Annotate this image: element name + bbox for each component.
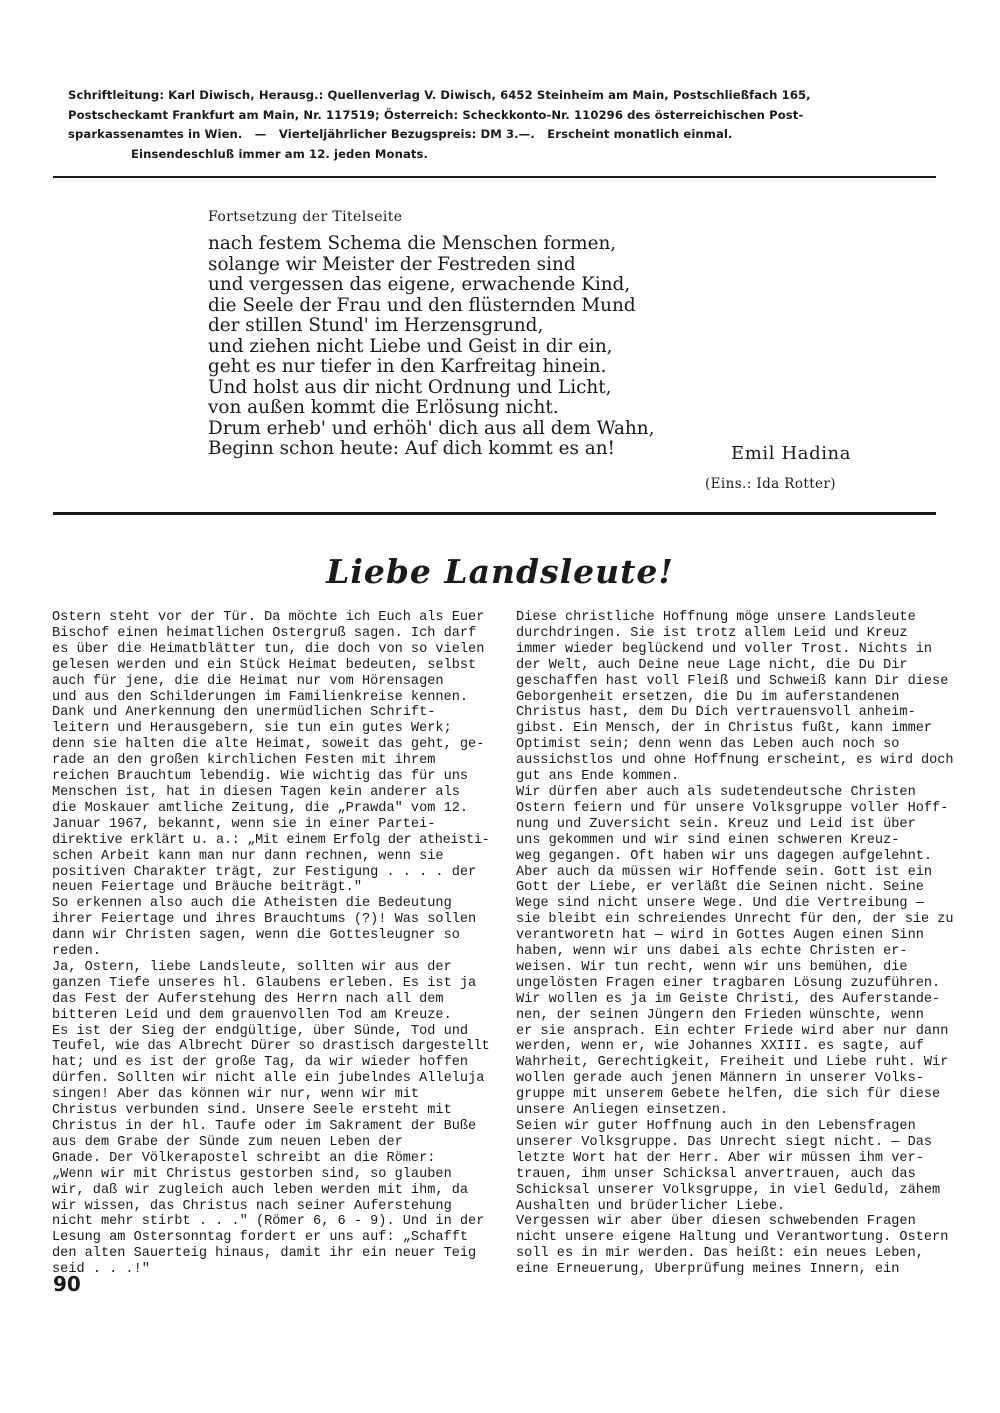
article-line: das Fest der Auferstehung des Herrn nach all dem [52,991,444,1007]
article-line: nicht mehr stirbt . . ." (Römer 6, 6 - 9). Und in der [52,1214,485,1230]
article-right-column [516,610,954,1278]
poem-verse: solange wir Meister der Festreden sind [208,253,576,275]
article-line: eine Erneuerung, Überprüfung meines Innern, ein [516,1262,900,1278]
article-line: unsere Anliegen einsetzen. [516,1103,729,1119]
article-line: schen Arbeit kann man nur dann rechnen, wenn sie [52,848,444,864]
article-line: und aus den Schilderungen im Familienkreise kennen. [52,689,469,705]
article-line: werden, wenn er, wie Johannes XXIII. es sagte, auf [516,1039,924,1055]
article-line: wollen gerade auch jenen Männern in unserer Volks- [516,1071,924,1087]
article-line: geschaffen hast voll Fleiß und Schweiß kann Dir diese [516,673,949,689]
article-line: neuen Feiertage und Bräuche beiträgt." [52,880,362,896]
poem-verse: Beginn schon heute: Auf dich kommt es an! [208,438,615,459]
article-line: hat; und es ist der große Tag, da wir wieder hoffen [52,1055,469,1071]
article-line: nicht unsere eigene Haltung und Verantwortung. Ostern [516,1230,949,1246]
article-line: nung und Zuversicht sein. Kreuz und Leid ist über [516,816,916,832]
article-line: weisen. Wir tun recht, wenn wir uns bemühen, die [516,959,908,975]
article-left-column [52,610,490,1278]
article-line: Aber auch da müssen wir Hoffende sein. Gott ist ein [516,864,933,880]
article-line: direktive erklärt u. a.: „Mit einem Erfolg der atheisti- [52,832,490,848]
article-line: dürfen. Sollten wir nicht alle ein jubelndes Alleluja [52,1071,485,1087]
poem-verse: die Seele der Frau und den flüsternden Mund [208,294,636,316]
article-line: Diese christliche Hoffnung möge unsere Landsleute [516,610,916,625]
article-line: Es ist der Sieg der endgültige, über Sünde, Tod und [52,1023,469,1039]
article-line: haben, wenn wir uns dabei als echte Christen er- [516,944,908,960]
poem-verse: Und holst aus dir nicht Ordnung und Licht, [208,376,612,398]
article-line: soll es in mir werden. Das heißt: ein neues Leben, [516,1246,924,1262]
masthead-line: Postscheckamt Frankfurt am Main, Nr. 117519; Österreich: Scheckkonto-Nr. 110296 des österreichischen Post- [68,107,804,122]
article-line: leitern und Herausgebern, sie tun ein gutes Werk; [52,721,452,737]
article-line: Christus in der hl. Taufe oder im Sakrament der Buße [52,1119,477,1134]
article-line: Geborgenheit ersetzen, die Du im auferstandenen [516,689,900,705]
poem [208,234,654,460]
article-line: ganzen Tiefe unseres hl. Glaubens erleben. Es ist ja [52,975,477,991]
article-line: trauen, ihm unser Schicksal anvertrauen, auch das [516,1166,916,1182]
article-line: Menschen ist, hat in diesen Tagen kein anderer als [52,784,460,800]
masthead-line: Einsendeschluß immer am 12. jeden Monats. [131,146,429,161]
top-divider [53,176,936,178]
article-line: aussichstlos und ohne Hoffnung erscheint, es wird doch [516,753,954,769]
article-line: „Wenn wir mit Christus gestorben sind, so glauben [52,1166,452,1182]
continuation-label: Fortsetzung der Titelseite [208,209,403,225]
article-line: Dank und Anerkennung den unermüdlichen Schrift- [52,705,436,721]
section-divider [53,512,936,515]
article-line: Ja, Ostern, liebe Landsleute, sollten wir aus der [52,959,452,975]
article-line: singen! Aber das können wir nur, wenn wir mit [52,1087,420,1103]
page-number: 90 [53,1272,81,1296]
article-line: positiven Charakter trägt, zur Festigung . . . . der [52,864,477,880]
article-line: reden. [52,944,101,960]
masthead-line: Schriftleitung: Karl Diwisch, Herausg.: Quellenverlag V. Diwisch, 6452 Steinheim am Main, Postschließfach 165, [68,88,811,102]
article-line: es über die Heimatblätter tun, die doch von so vielen [52,641,485,657]
article-line: durchdringen. Sie ist trotz allem Leid und Kreuz [516,625,908,641]
article-headline: Liebe Landsleute! [326,552,674,591]
article-line: unserer Volksgruppe. Das Unrecht siegt nicht. — Das [516,1134,933,1150]
poem-verse: und vergessen das eigene, erwachende Kind, [208,274,631,295]
article-line: ungelösten Fragen einer tragbaren Lösung zuzuführen. [516,975,941,991]
article-line: weg gegangen. Oft haben wir uns dagegen aufgelehnt. [516,848,933,864]
article-line: die Moskauer amtliche Zeitung, die „Prawda" vom 12. [52,800,469,816]
article-line: Wege sind nicht unsere Wege. Und die Vertreibung — [516,896,924,912]
article-line: Christus verbunden sind. Unsere Seele ersteht mit [52,1103,452,1119]
article-line: Seien wir guter Hoffnung auch in den Lebensfragen [516,1119,916,1134]
article-line: reichen Brauchtum lebendig. Wie wichtig das für uns [52,769,469,785]
article-line: sie bleibt ein schreiendes Unrecht für den, der sie zu [516,912,954,928]
article-line: gelesen werden und ein Stück Heimat bedeuten, selbst [52,657,477,673]
article-line: Gott der Liebe, er verläßt die Seinen nicht. Seine [516,880,924,896]
article-line: letzte Wort hat der Herr. Aber wir müssen ihm ver- [516,1150,924,1166]
article-line: bitteren Leid und dem grauenvollen Tod am Kreuze. [52,1007,452,1023]
article-line: Gnade. Der Völkerapostel schreibt an die Römer: [52,1150,436,1166]
article-line: der Welt, auch Deine neue Lage nicht, die Du Dir [516,657,908,673]
article-line: seid . . .!" [52,1262,150,1278]
poem-verse: von außen kommt die Erlösung nicht. [208,397,559,418]
article-line: Teufel, wie das Albrecht Dürer so drastisch dargestellt [52,1039,490,1055]
article-line: Vergessen wir aber über diesen schwebenden Fragen [516,1214,916,1230]
article-line: Optimist sein; denn wenn das Leben auch noch so [516,737,900,753]
article-line: dann wir Christen sagen, wenn die Gottesleugner so [52,928,460,944]
article-line: Ostern steht vor der Tür. Da möchte ich Euch als Euer [52,610,485,625]
poem-verse: nach festem Schema die Menschen formen, [208,233,617,254]
article-line: Lesung am Ostersonntag fordert er uns auf: „Schafft [52,1230,469,1246]
article-line: Schicksal unserer Volksgruppe, in viel Geduld, zähem [516,1182,941,1198]
article-line: Bischof einen heimatlichen Ostergruß sagen. Ich darf [52,625,477,641]
article-line: aus dem Grabe der Sünde zum neuen Leben der [52,1134,403,1150]
article-line: gibst. Ein Mensch, der in Christus fußt, kann immer [516,721,933,737]
article-line: immer wieder beglückend und voller Trost. Nichts in [516,641,933,657]
masthead [68,86,938,164]
article-line: auch für jene, die die Heimat nur vom Hörensagen [52,673,444,689]
article-line: verantworetn hat — wird in Gottes Augen einen Sinn [516,928,924,944]
article-line: Januar 1967, bekannt, wenn sie in einer Partei- [52,816,436,832]
article-line: er sie ansprach. Ein echter Friede wird aber nur dann [516,1023,949,1039]
article-line: denn sie halten die alte Heimat, soweit das geht, ge- [52,737,485,753]
article-line: wir wissen, das Christus nach seiner Auferstehung [52,1198,452,1214]
article-line: ihrer Feiertage und ihres Brauchtums (?)! Was sollen [52,912,477,928]
masthead-line: sparkassenamtes in Wien. — Vierteljährlicher Bezugspreis: DM 3.—. Erscheint monatlich einmal. [68,127,733,141]
article-line: Ostern feiern und für unsere Volksgruppe voller Hoff- [516,800,949,816]
article-line: den alten Sauerteig hinaus, damit ihr ein neuer Teig [52,1246,477,1262]
article-line: Aushalten und brüderlicher Liebe. [516,1198,786,1214]
article-line: So erkennen also auch die Atheisten die Bedeutung [52,896,452,912]
poem-verse: der stillen Stund' im Herzensgrund, [208,315,544,336]
article-line: gruppe mit unserem Gebete helfen, die sich für diese [516,1087,941,1103]
article-line: Wahrheit, Gerechtigkeit, Freiheit und Liebe ruht. Wir [516,1055,949,1071]
article-line: nen, der seinen Jüngern den Frieden wünschte, wenn [516,1007,924,1023]
poem-author: Emil Hadina [731,443,852,464]
article-line: gut ans Ende kommen. [516,769,680,785]
poem-contributor: (Eins.: Ida Rotter) [705,476,836,492]
article-line: Wir wollen es ja im Geiste Christi, des Auferstande- [516,991,941,1007]
article-line: wir, daß wir zugleich auch leben werden mit ihm, da [52,1182,469,1198]
poem-verse: geht es nur tiefer in den Karfreitag hinein. [208,356,607,377]
poem-verse: und ziehen nicht Liebe und Geist in dir ein, [208,335,613,357]
article-line: rade an den großen kirchlichen Festen mit ihrem [52,753,436,769]
article-line: uns gekommen und wir sind einen schweren Kreuz- [516,832,900,848]
article-line: Wir dürfen aber auch als sudetendeutsche Christen [516,784,916,800]
article-line: Christus hast, dem Du Dich vertrauensvoll anheim- [516,705,916,721]
poem-verse: Drum erheb' und erhöh' dich aus all dem Wahn, [208,417,655,439]
